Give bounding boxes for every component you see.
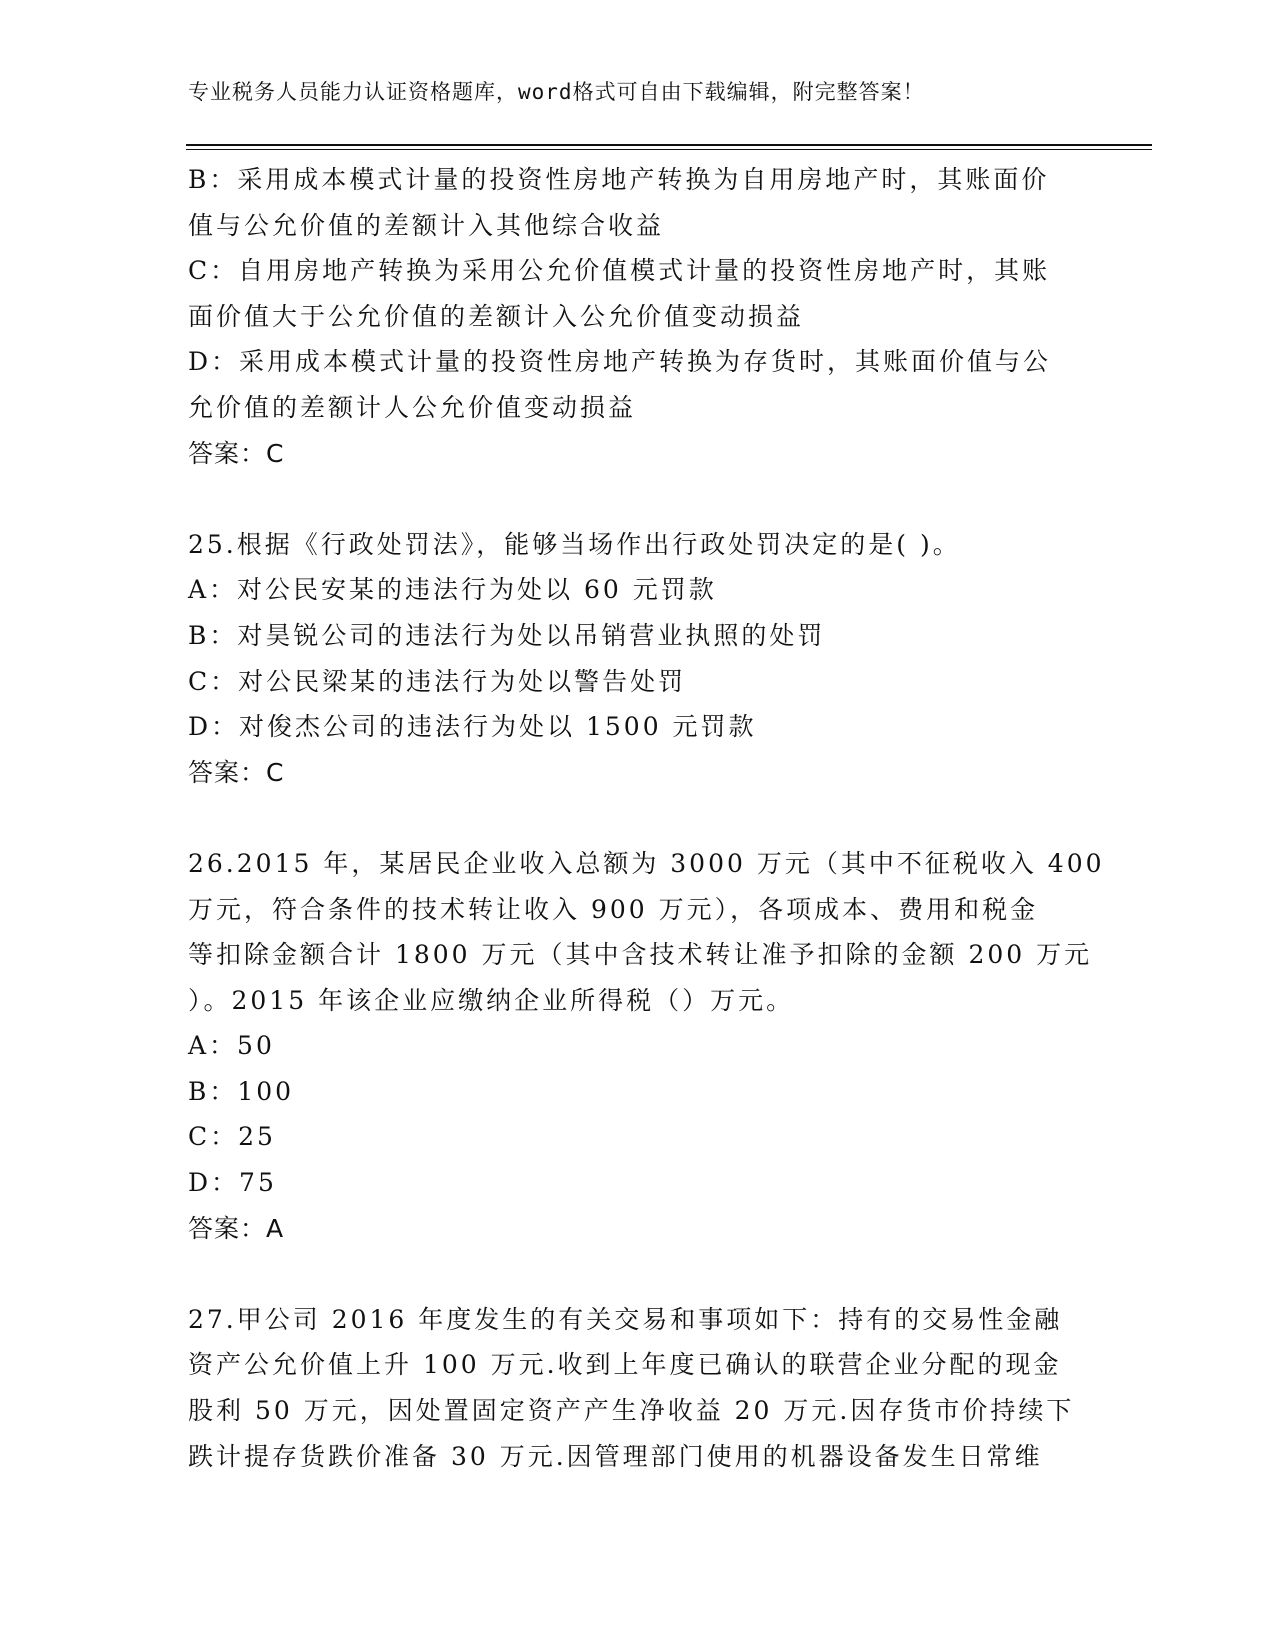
option-b-line-1: B：采用成本模式计量的投资性房地产转换为自用房地产时，其账面价 — [188, 165, 1050, 194]
question-stem-line-3: 等扣除金额合计 1800 万元（其中含技术转让准予扣除的金额 200 万元 — [188, 940, 1093, 970]
question-stem: 25.根据《行政处罚法》，能够当场作出行政处罚决定的是( )。 — [188, 529, 961, 559]
block-gap — [188, 795, 1108, 841]
option-a: A：对公民安某的违法行为处以 60 元罚款 — [188, 575, 717, 605]
option-c: C：25 — [188, 1122, 276, 1152]
question-stem-line-4: ）。2015 年该企业应缴纳企业所得税（）万元。 — [188, 985, 795, 1015]
option-b: B：对昊锐公司的违法行为处以吊销营业执照的处罚 — [188, 620, 826, 650]
option-c-line-1: C：自用房地产转换为采用公允价值模式计量的投资性房地产时，其账 — [188, 256, 1051, 286]
question-stem-line-2: 万元，符合条件的技术转让收入 900 万元），各项成本、费用和税金 — [188, 894, 1039, 924]
block-gap — [188, 476, 1108, 522]
question-stem-line-3: 股利 50 万元，因处置固定资产产生净收益 20 万元.因存货市价持续下 — [188, 1396, 1075, 1426]
header-rule — [186, 144, 1152, 150]
option-d: D：75 — [188, 1168, 277, 1198]
option-c-line-2: 面价值大于公允价值的差额计入公允价值变动损益 — [188, 301, 805, 331]
page-header: 专业税务人员能力认证资格题库，word格式可自由下载编辑，附完整答案！ — [188, 80, 925, 104]
answer-line: 答案：A — [188, 1213, 285, 1243]
option-a: A：50 — [188, 1031, 275, 1061]
document-body — [188, 157, 1108, 1479]
question-block-25 — [188, 522, 1108, 796]
question-stem-line-1: 27.甲公司 2016 年度发生的有关交易和事项如下：持有的交易性金融 — [188, 1304, 1063, 1334]
question-stem-line-1: 26.2015 年，某居民企业收入总额为 3000 万元（其中不征税收入 400 — [188, 848, 1105, 878]
question-block-24-continued — [188, 157, 1108, 476]
block-gap — [188, 1251, 1108, 1297]
question-stem-line-2: 资产公允价值上升 100 万元.收到上年度已确认的联营企业分配的现金 — [188, 1350, 1062, 1380]
question-block-27 — [188, 1297, 1108, 1479]
option-d: D：对俊杰公司的违法行为处以 1500 元罚款 — [188, 712, 757, 742]
question-block-26 — [188, 841, 1108, 1251]
option-c: C：对公民梁某的违法行为处以警告处罚 — [188, 666, 687, 696]
question-stem-line-4: 跌计提存货跌价准备 30 万元.因管理部门使用的机器设备发生日常维 — [188, 1441, 1043, 1471]
option-b: B：100 — [188, 1076, 295, 1106]
option-d-line-2: 允价值的差额计人公允价值变动损益 — [188, 392, 637, 422]
option-d-line-1: D：采用成本模式计量的投资性房地产转换为存货时，其账面价值与公 — [188, 347, 1052, 377]
answer-line: 答案：C — [188, 438, 285, 468]
answer-line: 答案：C — [188, 757, 285, 787]
option-b-line-2: 值与公允价值的差额计入其他综合收益 — [188, 210, 665, 240]
